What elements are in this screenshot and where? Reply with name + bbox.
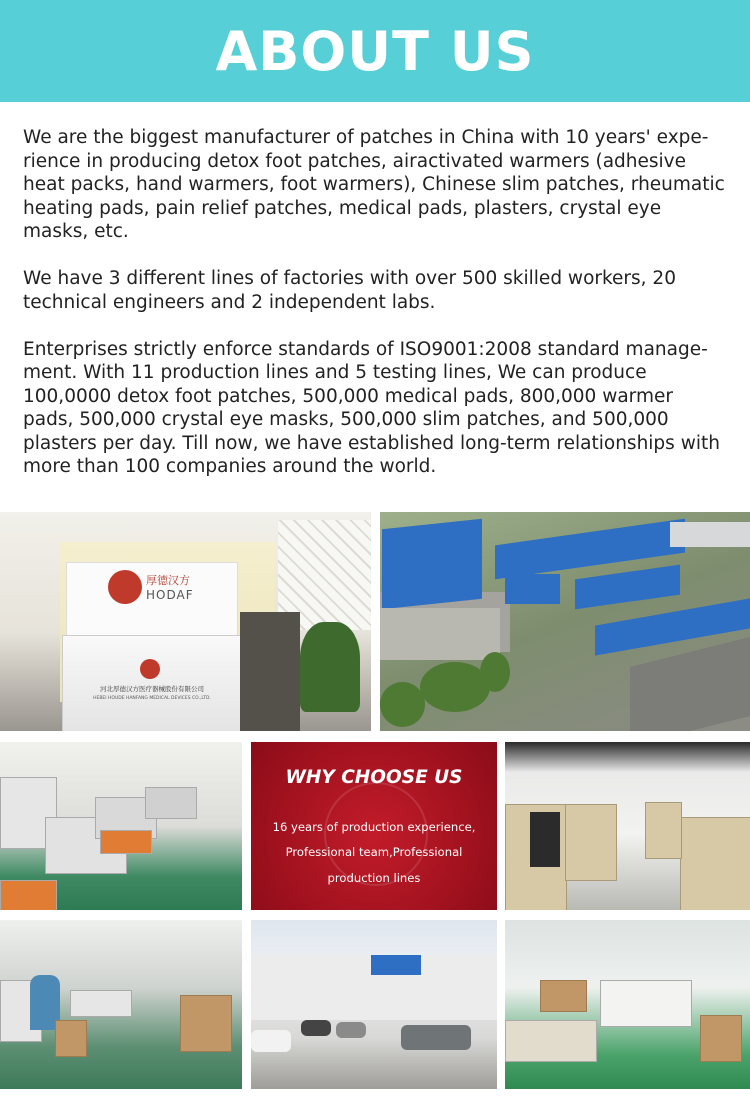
machine-base [0,880,57,910]
desk-company-en: HEBEI HOUDE HANFANG MEDICAL DEVICES CO.,LTD. [93,696,211,701]
chair [530,812,560,867]
why-line-1: 16 years of production experience, [272,820,476,834]
page-title: ABOUT US [215,19,535,83]
cubicle [680,817,750,910]
roof-4 [505,574,560,604]
header-banner [0,0,750,102]
workshop-photo [0,920,242,1089]
building [670,522,750,547]
roof-1 [382,519,482,610]
lab-workshop-photo [505,920,750,1089]
building-sign [371,955,421,975]
machine [145,787,197,819]
car [336,1022,366,1038]
factory-aerial-photo [380,512,750,731]
office-photo [505,742,750,910]
tree [480,652,510,692]
carton [540,980,587,1012]
building-front-photo [251,920,497,1089]
reception-desk [62,635,244,731]
intro-text [23,126,728,502]
why-choose-us-title: WHY CHOOSE US [285,767,463,788]
road [630,637,750,731]
cubicle [565,804,617,881]
hodaf-logo-icon [108,570,142,604]
production-line-photo [0,742,242,910]
desk-logo-icon [140,659,160,679]
why-choose-us-card [251,742,497,910]
cubicle [645,802,682,859]
tree [380,682,425,727]
roof-3 [575,565,680,610]
workbench [600,980,692,1027]
why-line-2: Professional team,Professional [285,845,463,859]
work-table [70,990,132,1017]
carton-stack [700,1015,742,1062]
intro-paragraph-2: We have 3 different lines of factories with over 500 skilled workers, 20 technical engineers and 2 independent labs. [23,268,676,313]
machine-base [100,830,152,854]
workbench [505,1020,597,1062]
car [251,1030,291,1052]
car [401,1025,471,1050]
intro-paragraph-1: We are the biggest manufacturer of patches in China with 10 years' expe-rience in producing detox foot patches, airactivated warmers (adhesive heat packs, hand warmers, foot warmers), Chinese slim patches, rheumatic heating pads, pain relief patches, medical pads, plasters, crystal eye masks, etc. [23,127,725,242]
plant [300,622,360,712]
carton-stack [180,995,232,1052]
brand-name-en: HODAF [146,588,194,602]
car [301,1020,331,1036]
intro-paragraph-3: Enterprises strictly enforce standards of ISO9001:2008 standard manage-ment. With 11 production lines and 5 testing lines, We can produce 100,0000 detox foot patches, 500,000 medical pads, 800,000 warmer pads, 500,000 crystal eye masks, 500,000 slim patches, and 500,000 plasters per day. Till now, we have established long-term relationships with more than 100 companies around the world. [23,338,720,477]
carton [55,1020,87,1057]
brand-name-cn: 厚德汉方 [146,574,190,587]
roof-grey [380,608,500,660]
why-line-3: production lines [327,871,421,885]
marble-pillar [240,612,300,731]
desk-company-cn: 河北厚德汉方医疗器械股份有限公司 [100,685,204,693]
reception-photo [0,512,371,731]
